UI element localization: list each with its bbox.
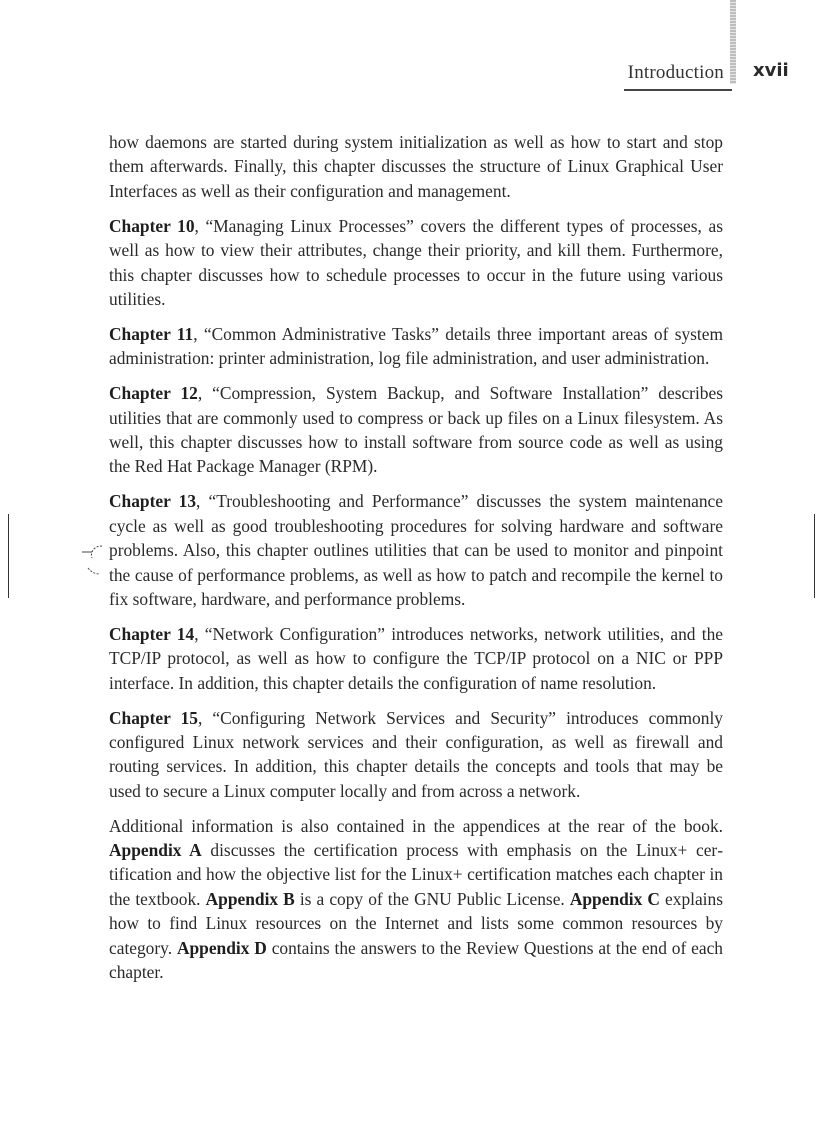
paragraph-chapter-11: Chapter 11, “Common Administrative Tasks” details three important areas of system administration: printer administration, log file administration, and user administration. — [109, 323, 724, 369]
page-number: xvii — [753, 60, 789, 81]
appendix-d-label: Appendix D — [176, 937, 267, 958]
chapter-label: Chapter 13 — [109, 491, 197, 512]
paragraph-chapter-14: Chapter 14, “Network Configuration” introduces networks, network utilities, and the TCP/IP protocol, as well as how to configure the TCP/IP protocol on a NIC or PPP interface. In addition, this chapter details the configuration of name resolution. — [109, 623, 723, 693]
paragraph-continuation: how daemons are started during system initialization as well as how to start and stop them afterwards. Finally, this chapter discusses the structure of Linux Graphical User Interfaces as well as their configuration and management. — [109, 132, 723, 201]
paragraph-chapter-12: Chapter 12, “Compression, System Backup, and Software Installation” describes utilities that are commonly used to compress or back up files on a Linux filesystem. As well, this chapter discusses how to install software from source code as well as using the Red Hat Package Manager (RPM). — [109, 383, 723, 477]
chapter-label: Chapter 14 — [109, 623, 195, 644]
chapter-label: Chapter 15 — [109, 707, 198, 728]
body-text — [109, 130, 723, 995]
running-header — [0, 58, 816, 98]
running-title: Introduction — [627, 62, 724, 83]
chapter-label: Chapter 10 — [109, 215, 195, 236]
chapter-label: Chapter 12 — [109, 383, 198, 404]
paragraph-chapter-15: Chapter 15, “Configuring Network Services and Security” introduces commonly configured Linux network services and their configuration, as well as firewall and routing services. In addition, this chapter details the concepts and tools that may be used to secure a Linux computer locally and from across a network. — [109, 707, 723, 801]
chapter-label: Chapter 11 — [109, 323, 194, 344]
paragraph-chapter-10: Chapter 10, “Managing Linux Processes” covers the different types of processes, as well as how to view their attributes, change their priority, and kill them. Furthermore, this chapter discusses how to schedule processes to occur in the future using various utilities. — [109, 215, 723, 309]
crop-mark-right — [814, 514, 815, 598]
appendix-a-label: Appendix A — [109, 840, 202, 861]
registration-mark-icon — [82, 540, 112, 580]
crop-mark-left — [8, 514, 9, 598]
header-rule — [624, 89, 732, 91]
paragraph-chapter-13: Chapter 13, “Troubleshooting and Performance” discusses the system maintenance cycle as well as good troubleshooting procedures for solving hardware and software problems. Also, this chapter outlines utilities that can be used to monitor and pinpoint the cause of performance problems, as well as how to patch and recompile the kernel to fix software, hardware, and performance problems. — [109, 491, 723, 609]
paragraph-appendices: Additional information is also contained in the appendices at the rear of the book. Appendix A discusses the certification process with emphasis on the Linux+ certification and how the objective list for the Linux+ certification matches each chapter in the textbook. Appendix B is a copy of the GNU Public License. Appendix C explains how to find Linux resources on the Internet and lists some common resources by category. Appendix D contains the answers to the Review Questions at the end of each chapter. — [109, 815, 723, 983]
appendix-b-label: Appendix B — [205, 888, 295, 909]
appendix-c-label: Appendix C — [569, 888, 660, 909]
